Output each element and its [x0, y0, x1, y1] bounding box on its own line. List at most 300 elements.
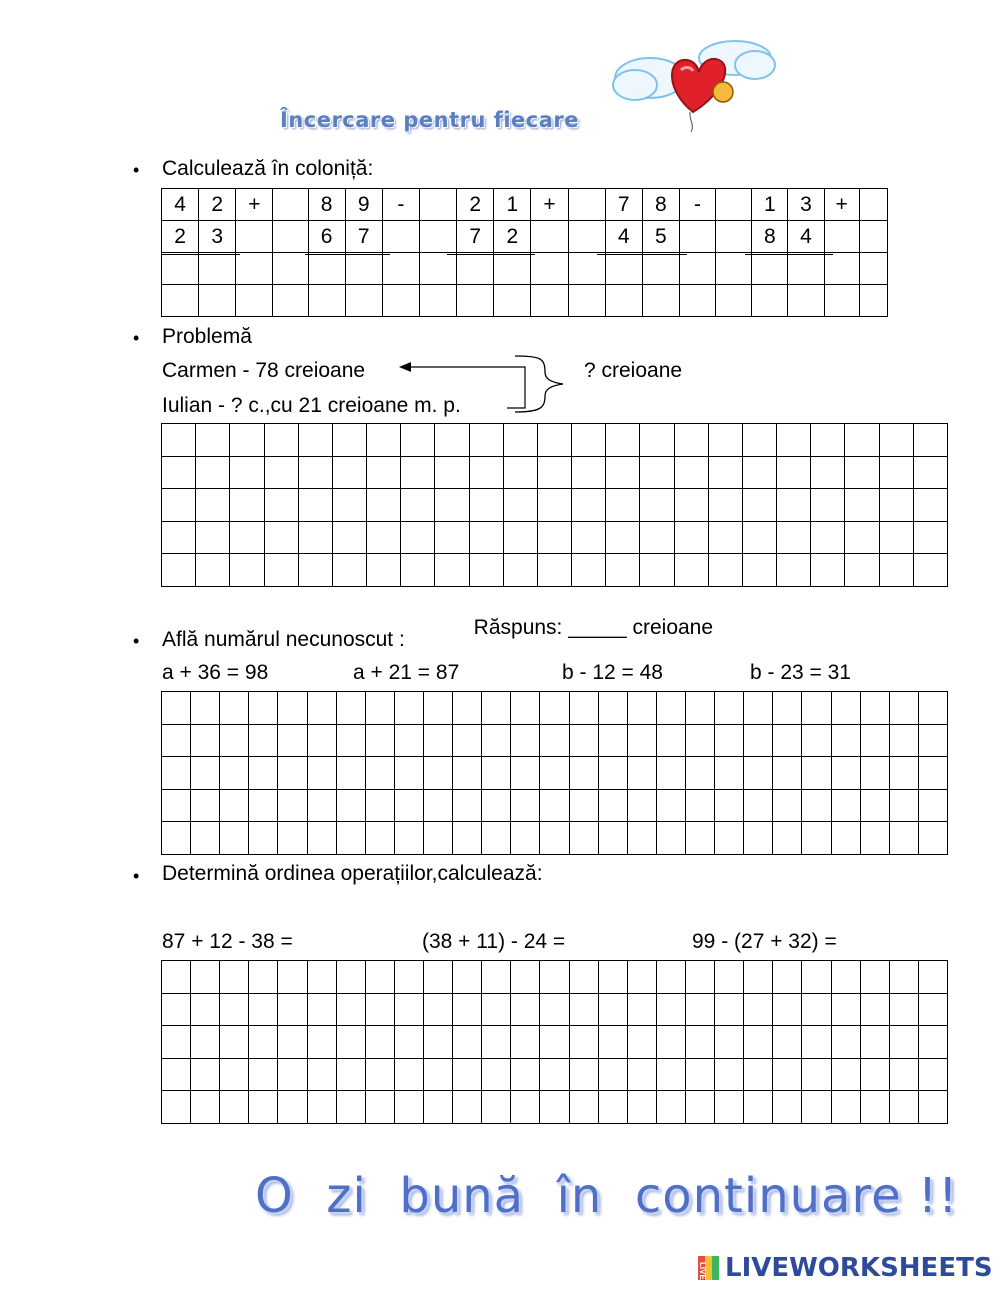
grid-cell[interactable]	[627, 1091, 656, 1124]
grid-cell[interactable]	[788, 285, 824, 317]
grid-cell[interactable]	[572, 554, 606, 587]
grid-cell[interactable]	[598, 822, 627, 855]
grid-cell[interactable]	[598, 961, 627, 994]
grid-cell[interactable]	[307, 789, 336, 822]
grid-cell[interactable]	[162, 521, 196, 554]
grid-cell[interactable]	[191, 789, 220, 822]
grid-cell[interactable]	[435, 554, 469, 587]
grid-cell[interactable]: 8	[752, 221, 788, 253]
grid-cell[interactable]	[913, 489, 947, 522]
grid-cell[interactable]: -	[679, 189, 715, 221]
grid-cell[interactable]	[569, 692, 598, 725]
grid-cell[interactable]	[744, 692, 773, 725]
grid-cell[interactable]	[162, 554, 196, 587]
grid-cell[interactable]	[742, 521, 776, 554]
problem-solution-grid[interactable]	[161, 423, 948, 587]
grid-cell[interactable]	[708, 424, 742, 457]
grid-cell[interactable]	[332, 456, 366, 489]
grid-cell[interactable]	[307, 724, 336, 757]
grid-cell[interactable]	[394, 1026, 423, 1059]
grid-cell[interactable]	[802, 961, 831, 994]
grid-cell[interactable]	[511, 1091, 540, 1124]
grid-cell[interactable]	[220, 1091, 249, 1124]
grid-cell[interactable]	[273, 189, 308, 221]
grid-cell[interactable]	[423, 789, 452, 822]
grid-cell[interactable]	[336, 993, 365, 1026]
grid-cell[interactable]	[503, 456, 537, 489]
grid-cell[interactable]	[336, 1058, 365, 1091]
grid-cell[interactable]	[640, 456, 674, 489]
grid-cell[interactable]	[715, 692, 744, 725]
grid-cell[interactable]	[540, 1026, 569, 1059]
grid-cell[interactable]	[307, 757, 336, 790]
grid-cell[interactable]	[918, 1091, 947, 1124]
grid-cell[interactable]	[742, 554, 776, 587]
grid-cell[interactable]	[511, 789, 540, 822]
grid-cell[interactable]	[716, 285, 752, 317]
grid-cell[interactable]	[537, 554, 571, 587]
grid-cell[interactable]	[708, 456, 742, 489]
grid-cell[interactable]	[879, 521, 913, 554]
grid-cell[interactable]	[394, 961, 423, 994]
grid-cell[interactable]	[845, 424, 879, 457]
grid-cell[interactable]	[162, 424, 196, 457]
grid-cell[interactable]: 7	[457, 221, 494, 253]
grid-cell[interactable]	[889, 1058, 918, 1091]
grid-cell[interactable]	[540, 789, 569, 822]
grid-cell[interactable]	[860, 822, 889, 855]
grid-cell[interactable]	[482, 1026, 511, 1059]
grid-cell[interactable]	[742, 456, 776, 489]
grid-cell[interactable]	[685, 757, 714, 790]
grid-cell[interactable]	[860, 1091, 889, 1124]
grid-cell[interactable]	[744, 757, 773, 790]
grid-cell[interactable]	[482, 724, 511, 757]
grid-cell[interactable]	[162, 1026, 191, 1059]
grid-cell[interactable]	[598, 993, 627, 1026]
grid-cell[interactable]	[674, 456, 708, 489]
grid-cell[interactable]	[627, 757, 656, 790]
grid-cell[interactable]	[685, 993, 714, 1026]
grid-cell[interactable]	[537, 456, 571, 489]
grid-cell[interactable]	[394, 822, 423, 855]
grid-cell[interactable]	[308, 285, 345, 317]
grid-cell[interactable]	[220, 822, 249, 855]
grid-cell[interactable]	[913, 424, 947, 457]
grid-cell[interactable]: 7	[605, 189, 642, 221]
grid-cell[interactable]	[307, 692, 336, 725]
grid-cell[interactable]	[606, 424, 640, 457]
grid-cell[interactable]: +	[824, 189, 859, 221]
grid-cell[interactable]	[278, 1026, 307, 1059]
grid-cell[interactable]	[824, 285, 859, 317]
grid-cell[interactable]	[453, 961, 482, 994]
grid-cell[interactable]	[367, 424, 401, 457]
grid-cell[interactable]	[264, 456, 298, 489]
grid-cell[interactable]	[715, 757, 744, 790]
grid-cell[interactable]	[511, 1058, 540, 1091]
grid-cell[interactable]	[860, 1058, 889, 1091]
grid-cell[interactable]	[511, 692, 540, 725]
column-calculation-grid[interactable]	[161, 188, 888, 317]
grid-cell[interactable]	[773, 757, 802, 790]
grid-cell[interactable]	[572, 424, 606, 457]
grid-cell[interactable]	[831, 961, 860, 994]
grid-cell[interactable]	[568, 221, 605, 253]
grid-cell[interactable]	[569, 1091, 598, 1124]
grid-cell[interactable]	[831, 822, 860, 855]
grid-cell[interactable]	[572, 489, 606, 522]
grid-cell[interactable]	[679, 285, 715, 317]
grid-cell[interactable]	[889, 1091, 918, 1124]
grid-cell[interactable]	[249, 993, 278, 1026]
grid-cell[interactable]	[298, 424, 332, 457]
grid-cell[interactable]	[482, 692, 511, 725]
grid-cell[interactable]	[859, 285, 887, 317]
grid-cell[interactable]	[568, 253, 605, 285]
grid-cell[interactable]	[367, 456, 401, 489]
grid-cell[interactable]	[716, 189, 752, 221]
grid-cell[interactable]	[453, 1091, 482, 1124]
grid-cell[interactable]	[191, 692, 220, 725]
grid-cell[interactable]	[365, 822, 394, 855]
grid-cell[interactable]	[401, 456, 435, 489]
grid-cell[interactable]	[199, 285, 236, 317]
grid-cell[interactable]	[627, 993, 656, 1026]
grid-cell[interactable]	[511, 1026, 540, 1059]
grid-cell[interactable]	[640, 489, 674, 522]
grid-cell[interactable]	[365, 1091, 394, 1124]
grid-cell[interactable]: 4	[788, 221, 824, 253]
grid-cell[interactable]	[307, 1026, 336, 1059]
grid-cell[interactable]	[773, 993, 802, 1026]
grid-cell[interactable]	[811, 456, 845, 489]
grid-cell[interactable]	[278, 757, 307, 790]
grid-cell[interactable]	[913, 456, 947, 489]
grid-cell[interactable]	[336, 789, 365, 822]
grid-cell[interactable]	[162, 993, 191, 1026]
grid-cell[interactable]	[482, 993, 511, 1026]
grid-cell[interactable]	[191, 961, 220, 994]
grid-cell[interactable]	[162, 456, 196, 489]
grid-cell[interactable]	[656, 1026, 685, 1059]
grid-cell[interactable]	[307, 1058, 336, 1091]
grid-cell[interactable]: 7	[345, 221, 382, 253]
grid-cell[interactable]	[196, 456, 230, 489]
grid-cell[interactable]	[220, 789, 249, 822]
grid-cell[interactable]	[336, 961, 365, 994]
grid-cell[interactable]: 9	[345, 189, 382, 221]
grid-cell[interactable]	[482, 1091, 511, 1124]
grid-cell[interactable]	[889, 757, 918, 790]
grid-cell[interactable]	[569, 757, 598, 790]
grid-cell[interactable]	[419, 221, 456, 253]
grid-cell[interactable]	[394, 993, 423, 1026]
grid-cell[interactable]	[656, 692, 685, 725]
grid-cell[interactable]	[336, 822, 365, 855]
grid-cell[interactable]	[336, 724, 365, 757]
grid-cell[interactable]	[278, 1091, 307, 1124]
grid-cell[interactable]	[685, 789, 714, 822]
grid-cell[interactable]	[365, 757, 394, 790]
grid-cell[interactable]	[640, 554, 674, 587]
grid-cell[interactable]	[744, 724, 773, 757]
grid-cell[interactable]	[394, 757, 423, 790]
grid-cell[interactable]	[365, 961, 394, 994]
grid-cell[interactable]	[278, 1058, 307, 1091]
unknown-number-grid[interactable]	[161, 691, 948, 855]
grid-cell[interactable]	[540, 961, 569, 994]
grid-cell[interactable]	[744, 789, 773, 822]
grid-cell[interactable]	[230, 521, 264, 554]
grid-cell[interactable]	[598, 724, 627, 757]
grid-cell[interactable]	[627, 1058, 656, 1091]
grid-cell[interactable]	[598, 1091, 627, 1124]
grid-cell[interactable]	[744, 1026, 773, 1059]
grid-cell[interactable]	[831, 757, 860, 790]
grid-cell[interactable]	[230, 554, 264, 587]
grid-cell[interactable]	[249, 1026, 278, 1059]
grid-cell[interactable]	[469, 521, 503, 554]
grid-cell[interactable]	[572, 456, 606, 489]
grid-cell[interactable]	[236, 221, 273, 253]
grid-cell[interactable]	[220, 724, 249, 757]
grid-cell[interactable]	[788, 253, 824, 285]
grid-cell[interactable]	[365, 1058, 394, 1091]
grid-cell[interactable]: +	[236, 189, 273, 221]
grid-cell[interactable]	[162, 757, 191, 790]
grid-cell[interactable]	[394, 724, 423, 757]
grid-cell[interactable]	[889, 993, 918, 1026]
grid-cell[interactable]	[606, 521, 640, 554]
grid-cell[interactable]	[845, 521, 879, 554]
grid-cell[interactable]	[249, 1091, 278, 1124]
grid-cell[interactable]	[482, 961, 511, 994]
grid-cell[interactable]	[457, 285, 494, 317]
grid-cell[interactable]	[453, 789, 482, 822]
grid-cell[interactable]	[802, 1026, 831, 1059]
grid-cell[interactable]	[860, 1026, 889, 1059]
grid-cell[interactable]	[199, 253, 236, 285]
grid-cell[interactable]: 8	[642, 189, 679, 221]
grid-cell[interactable]	[685, 961, 714, 994]
grid-cell[interactable]	[802, 724, 831, 757]
grid-cell[interactable]	[889, 789, 918, 822]
grid-cell[interactable]	[336, 692, 365, 725]
grid-cell[interactable]	[679, 253, 715, 285]
grid-cell[interactable]	[365, 789, 394, 822]
grid-cell[interactable]	[511, 993, 540, 1026]
grid-cell[interactable]	[685, 724, 714, 757]
grid-cell[interactable]	[531, 253, 568, 285]
grid-cell[interactable]	[879, 554, 913, 587]
grid-cell[interactable]	[435, 424, 469, 457]
grid-cell[interactable]	[482, 1058, 511, 1091]
grid-cell[interactable]	[482, 789, 511, 822]
grid-cell[interactable]	[674, 489, 708, 522]
grid-cell[interactable]	[744, 993, 773, 1026]
grid-cell[interactable]	[435, 521, 469, 554]
grid-cell[interactable]	[196, 489, 230, 522]
grid-cell[interactable]	[811, 521, 845, 554]
grid-cell[interactable]	[307, 993, 336, 1026]
grid-cell[interactable]	[511, 961, 540, 994]
grid-cell[interactable]	[540, 822, 569, 855]
grid-cell[interactable]	[605, 253, 642, 285]
grid-cell[interactable]	[752, 253, 788, 285]
grid-cell[interactable]	[531, 221, 568, 253]
grid-cell[interactable]	[401, 424, 435, 457]
grid-cell[interactable]	[802, 1058, 831, 1091]
grid-cell[interactable]	[531, 285, 568, 317]
grid-cell[interactable]: 6	[308, 221, 345, 253]
grid-cell[interactable]	[423, 757, 452, 790]
grid-cell[interactable]	[773, 1091, 802, 1124]
grid-cell[interactable]	[918, 822, 947, 855]
grid-cell[interactable]	[640, 521, 674, 554]
grid-cell[interactable]	[777, 489, 811, 522]
grid-cell[interactable]	[859, 221, 887, 253]
grid-cell[interactable]	[540, 757, 569, 790]
grid-cell[interactable]	[278, 822, 307, 855]
grid-cell[interactable]	[382, 221, 419, 253]
grid-cell[interactable]	[811, 554, 845, 587]
grid-cell[interactable]	[569, 961, 598, 994]
grid-cell[interactable]	[423, 1026, 452, 1059]
grid-cell[interactable]	[423, 1091, 452, 1124]
grid-cell[interactable]	[345, 285, 382, 317]
grid-cell[interactable]	[264, 424, 298, 457]
grid-cell[interactable]	[889, 724, 918, 757]
grid-cell[interactable]	[365, 993, 394, 1026]
grid-cell[interactable]	[401, 521, 435, 554]
grid-cell[interactable]	[503, 554, 537, 587]
grid-cell[interactable]	[494, 285, 531, 317]
answer-blank[interactable]: _____	[568, 616, 627, 639]
grid-cell[interactable]	[598, 1058, 627, 1091]
grid-cell[interactable]	[249, 822, 278, 855]
grid-cell[interactable]	[913, 521, 947, 554]
grid-cell[interactable]	[367, 521, 401, 554]
grid-cell[interactable]	[627, 1026, 656, 1059]
grid-cell[interactable]	[606, 489, 640, 522]
grid-cell[interactable]	[685, 822, 714, 855]
grid-cell[interactable]	[773, 961, 802, 994]
grid-cell[interactable]	[365, 692, 394, 725]
grid-cell[interactable]	[777, 554, 811, 587]
grid-cell[interactable]	[382, 285, 419, 317]
grid-cell[interactable]	[540, 1058, 569, 1091]
grid-cell[interactable]	[469, 456, 503, 489]
grid-cell[interactable]	[394, 1058, 423, 1091]
grid-cell[interactable]	[308, 253, 345, 285]
grid-cell[interactable]	[860, 993, 889, 1026]
grid-cell[interactable]	[918, 993, 947, 1026]
grid-cell[interactable]	[162, 789, 191, 822]
grid-cell[interactable]	[685, 1026, 714, 1059]
grid-cell[interactable]	[656, 1091, 685, 1124]
grid-cell[interactable]	[845, 554, 879, 587]
grid-cell[interactable]	[298, 521, 332, 554]
grid-cell[interactable]	[457, 253, 494, 285]
grid-cell[interactable]	[423, 692, 452, 725]
grid-cell[interactable]	[802, 822, 831, 855]
grid-cell[interactable]	[715, 993, 744, 1026]
grid-cell[interactable]	[569, 1026, 598, 1059]
grid-cell[interactable]	[503, 489, 537, 522]
grid-cell[interactable]	[773, 1058, 802, 1091]
grid-cell[interactable]	[715, 1091, 744, 1124]
grid-cell[interactable]	[569, 1058, 598, 1091]
grid-cell[interactable]	[860, 961, 889, 994]
grid-cell[interactable]	[162, 1091, 191, 1124]
grid-cell[interactable]	[918, 1058, 947, 1091]
grid-cell[interactable]	[365, 1026, 394, 1059]
grid-cell[interactable]	[453, 1058, 482, 1091]
grid-cell[interactable]	[220, 1058, 249, 1091]
grid-cell[interactable]	[230, 456, 264, 489]
grid-cell[interactable]	[845, 456, 879, 489]
grid-cell[interactable]	[367, 489, 401, 522]
grid-cell[interactable]	[685, 1058, 714, 1091]
grid-cell[interactable]	[860, 789, 889, 822]
grid-cell[interactable]	[802, 1091, 831, 1124]
grid-cell[interactable]	[715, 1058, 744, 1091]
grid-cell[interactable]	[278, 993, 307, 1026]
grid-cell[interactable]	[679, 221, 715, 253]
grid-cell[interactable]: 3	[199, 221, 236, 253]
grid-cell[interactable]	[482, 757, 511, 790]
grid-cell[interactable]	[162, 285, 199, 317]
grid-cell[interactable]	[162, 1058, 191, 1091]
grid-cell[interactable]	[336, 757, 365, 790]
grid-cell[interactable]	[494, 253, 531, 285]
grid-cell[interactable]	[708, 554, 742, 587]
grid-cell[interactable]	[606, 456, 640, 489]
grid-cell[interactable]	[708, 489, 742, 522]
grid-cell[interactable]	[569, 789, 598, 822]
grid-cell[interactable]	[656, 724, 685, 757]
grid-cell[interactable]	[401, 554, 435, 587]
grid-cell[interactable]	[642, 285, 679, 317]
grid-cell[interactable]	[572, 521, 606, 554]
grid-cell[interactable]	[419, 285, 456, 317]
grid-cell[interactable]	[627, 692, 656, 725]
grid-cell[interactable]	[191, 1026, 220, 1059]
grid-cell[interactable]	[469, 554, 503, 587]
grid-cell[interactable]: 2	[199, 189, 236, 221]
grid-cell[interactable]	[191, 822, 220, 855]
grid-cell[interactable]	[332, 554, 366, 587]
grid-cell[interactable]	[860, 692, 889, 725]
grid-cell[interactable]	[773, 692, 802, 725]
grid-cell[interactable]	[196, 554, 230, 587]
grid-cell[interactable]	[249, 692, 278, 725]
grid-cell[interactable]	[716, 221, 752, 253]
grid-cell[interactable]	[569, 822, 598, 855]
grid-cell[interactable]	[332, 521, 366, 554]
grid-cell[interactable]	[568, 189, 605, 221]
grid-cell[interactable]	[744, 822, 773, 855]
grid-cell[interactable]	[777, 424, 811, 457]
grid-cell[interactable]	[365, 724, 394, 757]
grid-cell[interactable]	[236, 253, 273, 285]
grid-cell[interactable]	[773, 724, 802, 757]
liveworksheets-logo[interactable]: LIVEWORKSHEETS	[725, 1253, 993, 1283]
grid-cell[interactable]	[336, 1091, 365, 1124]
grid-cell[interactable]	[230, 424, 264, 457]
grid-cell[interactable]	[537, 489, 571, 522]
